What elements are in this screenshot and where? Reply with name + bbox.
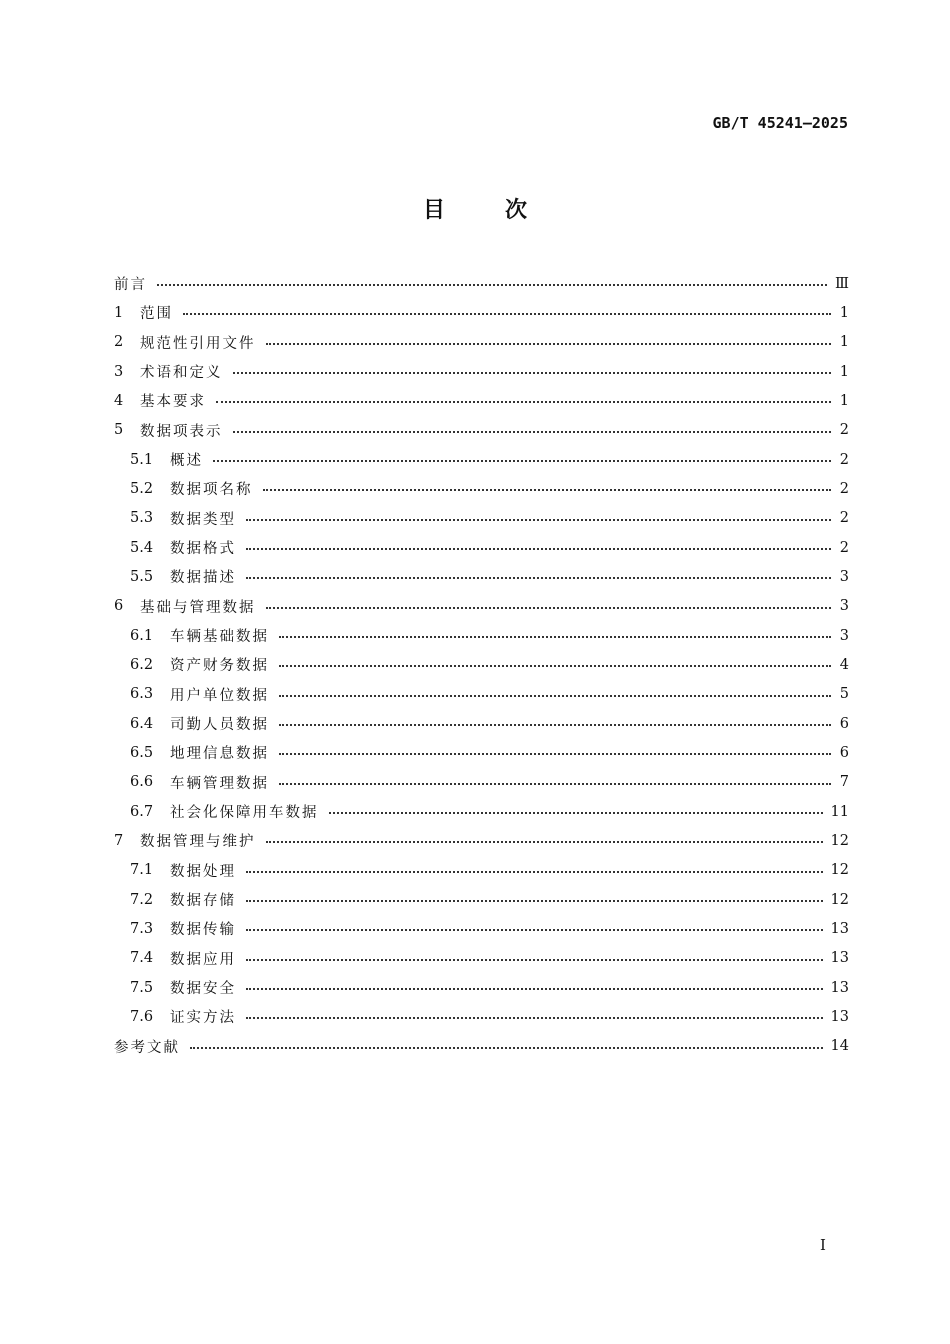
toc-entry[interactable] bbox=[114, 709, 849, 738]
toc-entry[interactable] bbox=[114, 856, 849, 885]
toc-entry[interactable] bbox=[114, 504, 849, 533]
toc-entry[interactable] bbox=[114, 768, 849, 797]
toc-leader-dots bbox=[216, 400, 831, 403]
toc-entry-number: 5.1 bbox=[130, 451, 154, 468]
toc-leader-dots bbox=[279, 664, 831, 667]
toc-entry-page: 2 bbox=[839, 510, 849, 527]
toc-leader-dots bbox=[329, 811, 823, 814]
toc-entry-page: 6 bbox=[839, 715, 849, 732]
toc-leader-dots bbox=[246, 576, 831, 579]
toc-leader-dots bbox=[266, 840, 823, 843]
toc-entry-number: 3 bbox=[114, 363, 124, 380]
toc-entry[interactable] bbox=[114, 533, 849, 562]
toc-leader-dots bbox=[246, 1016, 823, 1019]
toc-entry-label: 术语和定义 bbox=[140, 365, 223, 382]
toc-entry-label: 资产财务数据 bbox=[170, 658, 269, 675]
toc-leader-dots bbox=[183, 312, 831, 315]
toc-entry-label: 数据应用 bbox=[170, 951, 236, 968]
toc-entry-label: 数据类型 bbox=[170, 511, 236, 528]
toc-entry-label: 数据描述 bbox=[170, 570, 236, 587]
toc-entry-page: 13 bbox=[830, 950, 849, 967]
toc-entry-label: 基本要求 bbox=[140, 394, 206, 411]
toc-leader-dots bbox=[246, 987, 823, 990]
toc-entry-page: 12 bbox=[830, 862, 849, 879]
toc-leader-dots bbox=[279, 782, 831, 785]
toc-entry-page: 14 bbox=[830, 1038, 849, 1055]
toc-entry-page: 5 bbox=[839, 686, 849, 703]
toc-leader-dots bbox=[246, 958, 823, 961]
toc-leader-dots bbox=[246, 899, 823, 902]
toc-entry-page: 12 bbox=[830, 891, 849, 908]
toc-entry-number: 6.3 bbox=[130, 686, 154, 703]
standard-code: GB/T 45241—2025 bbox=[712, 114, 848, 132]
toc-leader-dots bbox=[233, 430, 832, 433]
toc-entry-number: 1 bbox=[114, 304, 124, 321]
page-number: I bbox=[820, 1236, 826, 1254]
toc-entry-label: 车辆基础数据 bbox=[170, 629, 269, 646]
toc-entry-page: 7 bbox=[839, 774, 849, 791]
toc-entry-label: 数据格式 bbox=[170, 541, 236, 558]
toc-entry-number: 5.3 bbox=[130, 510, 154, 527]
toc-entry[interactable] bbox=[114, 914, 849, 943]
toc-entry[interactable] bbox=[114, 738, 849, 767]
toc-entry-number: 7.2 bbox=[130, 891, 154, 908]
toc-entry-number: 6.6 bbox=[130, 774, 154, 791]
toc-entry[interactable] bbox=[114, 474, 849, 503]
toc-entry[interactable] bbox=[114, 680, 849, 709]
toc-leader-dots bbox=[279, 752, 831, 755]
toc-entry[interactable] bbox=[114, 973, 849, 1002]
toc-entry-page: 2 bbox=[839, 480, 849, 497]
toc-entry-number: 6 bbox=[114, 598, 124, 615]
title-char-2: 次 bbox=[505, 198, 528, 223]
toc-leader-dots bbox=[213, 459, 831, 462]
toc-entry-label: 数据处理 bbox=[170, 863, 236, 880]
toc-entry-number: 7.4 bbox=[130, 950, 154, 967]
toc-entry[interactable] bbox=[114, 298, 849, 327]
toc-entry[interactable] bbox=[114, 445, 849, 474]
toc-entry-number: 7 bbox=[114, 832, 124, 849]
toc-entry-page: 1 bbox=[839, 392, 849, 409]
toc-entry[interactable] bbox=[114, 885, 849, 914]
toc-entry[interactable] bbox=[114, 328, 849, 357]
toc-entry-number: 6.7 bbox=[130, 803, 154, 820]
toc-leader-dots bbox=[233, 371, 832, 374]
toc-entry-page: 12 bbox=[830, 832, 849, 849]
toc-entry-page: 3 bbox=[839, 627, 849, 644]
toc-entry-label: 数据传输 bbox=[170, 922, 236, 939]
toc-entry[interactable] bbox=[114, 1002, 849, 1031]
title-char-1: 目 bbox=[422, 198, 445, 223]
toc-entry-number: 6.4 bbox=[130, 715, 154, 732]
toc-entry-page: 1 bbox=[839, 363, 849, 380]
toc-entry-label: 范围 bbox=[140, 306, 173, 323]
toc-entry-page: 3 bbox=[839, 598, 849, 615]
toc-entry[interactable] bbox=[114, 562, 849, 591]
toc-leader-dots bbox=[246, 928, 823, 931]
toc-entry[interactable] bbox=[114, 357, 849, 386]
toc-entry-number: 7.5 bbox=[130, 979, 154, 996]
toc-entry-label: 数据项表示 bbox=[140, 423, 223, 440]
toc-entry-page: 13 bbox=[830, 979, 849, 996]
toc-leader-dots bbox=[246, 547, 831, 550]
toc-entry-page: 2 bbox=[839, 539, 849, 556]
toc-entry-page: 1 bbox=[839, 304, 849, 321]
toc-entry-label: 用户单位数据 bbox=[170, 687, 269, 704]
toc-entry-label: 证实方法 bbox=[170, 1010, 236, 1027]
toc-leader-dots bbox=[246, 870, 823, 873]
toc-entry-label: 数据安全 bbox=[170, 981, 236, 998]
toc-entry-page: Ⅲ bbox=[835, 275, 849, 292]
toc-leader-dots bbox=[157, 283, 827, 286]
toc-entry-label: 司勤人员数据 bbox=[170, 717, 269, 734]
table-of-contents bbox=[114, 269, 849, 1061]
toc-entry-label: 数据项名称 bbox=[170, 482, 253, 499]
toc-entry-number: 7.1 bbox=[130, 862, 154, 879]
toc-entry-number: 7.6 bbox=[130, 1008, 154, 1025]
toc-entry-page: 13 bbox=[830, 1008, 849, 1025]
toc-entry-label: 社会化保障用车数据 bbox=[170, 805, 319, 822]
toc-entry-page: 6 bbox=[839, 744, 849, 761]
toc-entry-page: 3 bbox=[839, 568, 849, 585]
toc-leader-dots bbox=[279, 723, 831, 726]
toc-entry[interactable] bbox=[114, 269, 849, 298]
toc-entry-number: 5 bbox=[114, 422, 124, 439]
toc-entry-page: 13 bbox=[830, 920, 849, 937]
toc-entry-page: 1 bbox=[839, 334, 849, 351]
page-title bbox=[0, 193, 950, 224]
toc-entry-number: 6.1 bbox=[130, 627, 154, 644]
toc-leader-dots bbox=[263, 488, 832, 491]
toc-entry-number: 6.5 bbox=[130, 744, 154, 761]
toc-entry-page: 11 bbox=[830, 803, 849, 820]
toc-entry[interactable] bbox=[114, 944, 849, 973]
toc-leader-dots bbox=[266, 342, 832, 345]
toc-entry-number: 7.3 bbox=[130, 920, 154, 937]
toc-entry-page: 2 bbox=[839, 422, 849, 439]
toc-entry-label: 基础与管理数据 bbox=[140, 599, 256, 616]
toc-leader-dots bbox=[279, 694, 831, 697]
toc-entry-label: 数据存储 bbox=[170, 893, 236, 910]
toc-entry-label: 车辆管理数据 bbox=[170, 775, 269, 792]
toc-entry-label: 前言 bbox=[114, 277, 147, 294]
toc-leader-dots bbox=[266, 606, 832, 609]
toc-entry-label: 地理信息数据 bbox=[170, 746, 269, 763]
toc-entry-number: 2 bbox=[114, 334, 124, 351]
toc-entry-number: 6.2 bbox=[130, 656, 154, 673]
toc-entry[interactable] bbox=[114, 826, 849, 855]
toc-entry[interactable] bbox=[114, 650, 849, 679]
toc-entry-number: 5.2 bbox=[130, 480, 154, 497]
toc-entry-label: 参考文献 bbox=[114, 1039, 180, 1056]
toc-entry-label: 规范性引用文件 bbox=[140, 335, 256, 352]
toc-entry[interactable] bbox=[114, 386, 849, 415]
toc-entry-number: 5.5 bbox=[130, 568, 154, 585]
toc-entry[interactable] bbox=[114, 416, 849, 445]
toc-entry-label: 数据管理与维护 bbox=[140, 834, 256, 851]
toc-leader-dots bbox=[279, 635, 831, 638]
toc-leader-dots bbox=[246, 518, 831, 521]
toc-entry-label: 概述 bbox=[170, 453, 203, 470]
toc-leader-dots bbox=[190, 1046, 823, 1049]
toc-entry[interactable] bbox=[114, 592, 849, 621]
toc-entry[interactable] bbox=[114, 797, 849, 826]
toc-entry-number: 4 bbox=[114, 392, 124, 409]
toc-entry-number: 5.4 bbox=[130, 539, 154, 556]
toc-entry-page: 2 bbox=[839, 451, 849, 468]
toc-entry[interactable] bbox=[114, 1032, 849, 1061]
toc-entry-page: 4 bbox=[839, 656, 849, 673]
toc-entry[interactable] bbox=[114, 621, 849, 650]
